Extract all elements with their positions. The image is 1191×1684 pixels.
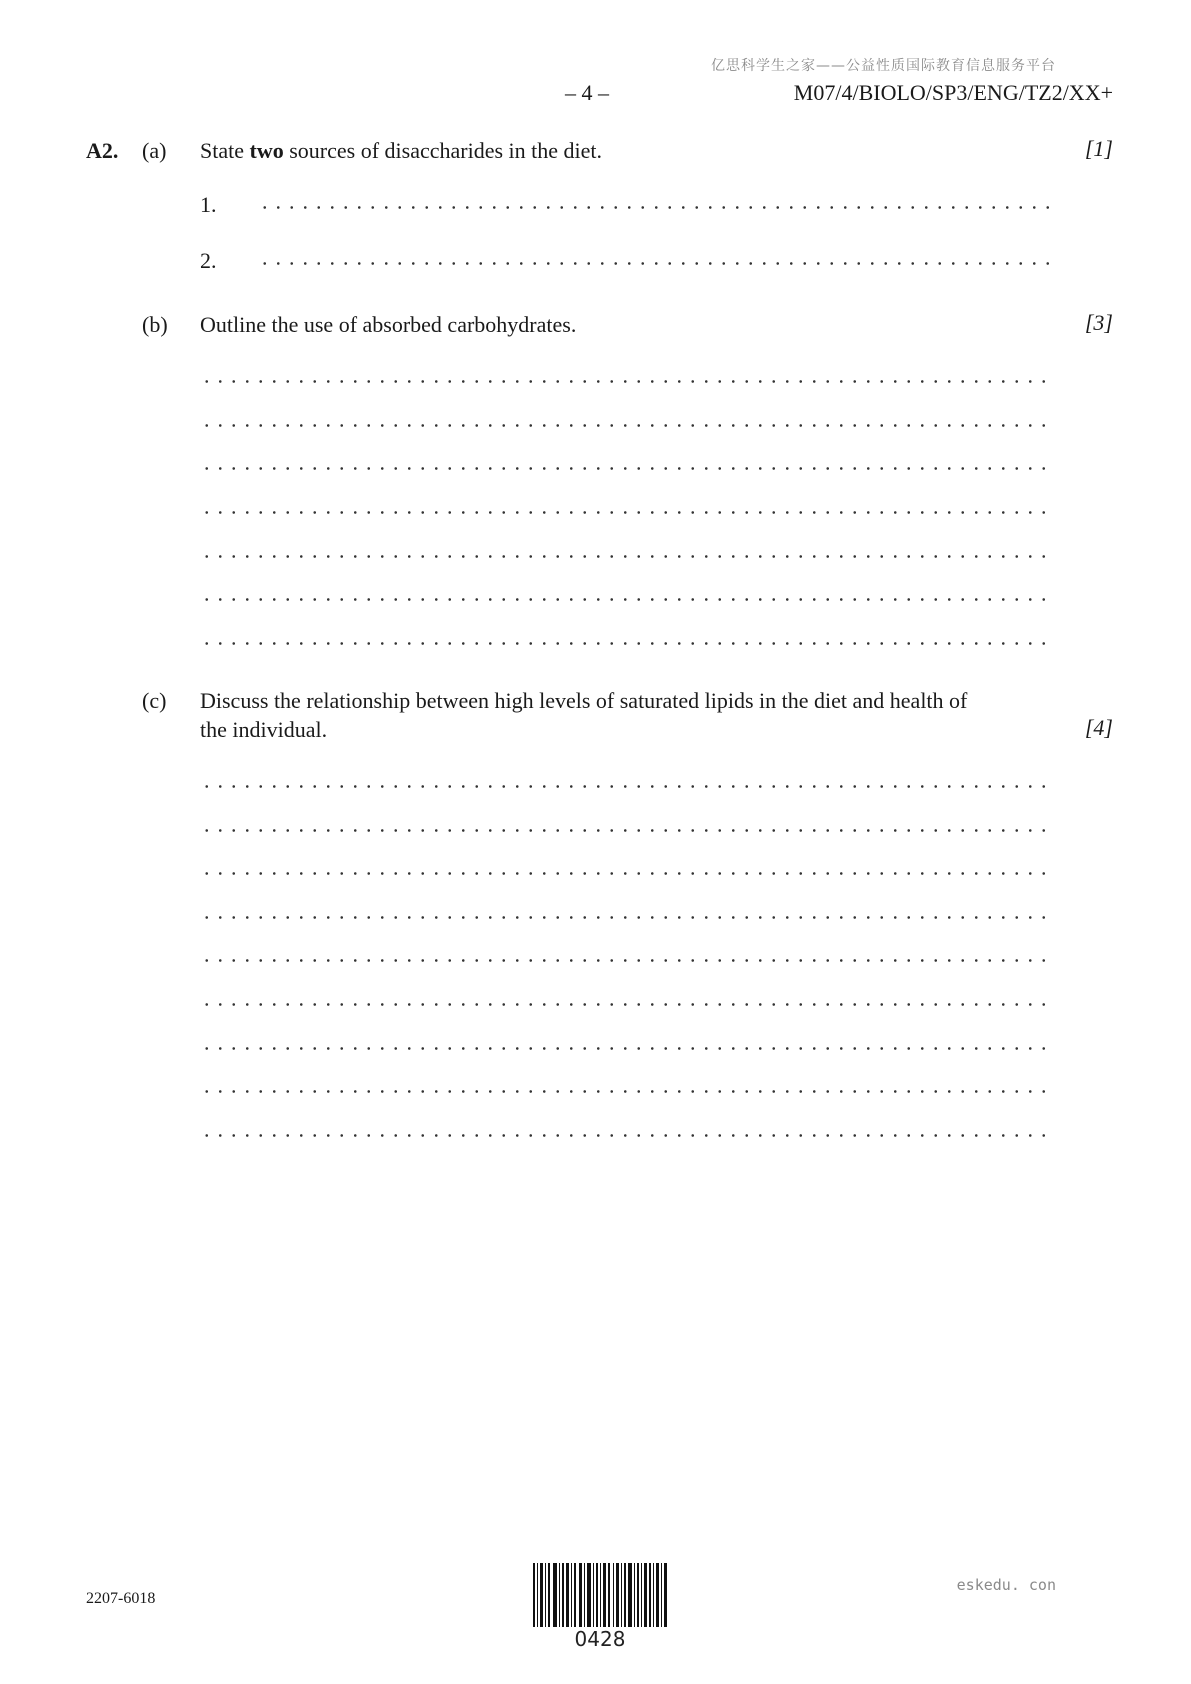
part-c-marks: [4] xyxy=(1084,715,1113,740)
answer-line[interactable] xyxy=(200,511,1056,514)
part-b-label: (b) xyxy=(142,312,168,337)
answer-line[interactable] xyxy=(258,206,1056,209)
answer-line[interactable] xyxy=(200,829,1056,832)
part-a-text-bold: two xyxy=(249,138,284,163)
barcode-number: 0428 xyxy=(574,1627,626,1651)
answer-line[interactable] xyxy=(200,555,1056,558)
page-number: – 4 – xyxy=(565,80,609,105)
answer-line[interactable] xyxy=(200,785,1056,788)
answer-line[interactable] xyxy=(258,262,1056,265)
watermark-text: 亿思科学生之家——公益性质国际教育信息服务平台 xyxy=(711,58,1056,74)
answer-line[interactable] xyxy=(200,1090,1056,1093)
part-a-text-after: sources of disaccharides in the diet. xyxy=(283,138,602,163)
part-a-line-1-number: 1. xyxy=(200,192,217,217)
answer-line[interactable] xyxy=(200,916,1056,919)
part-a-label: (a) xyxy=(142,138,167,163)
answer-line[interactable] xyxy=(200,598,1056,601)
part-a-prompt xyxy=(200,136,602,165)
part-c-prompt-line-2: the individual. xyxy=(200,717,328,742)
question-number: A2. xyxy=(86,138,119,163)
answer-line[interactable] xyxy=(200,1134,1056,1137)
answer-line[interactable] xyxy=(200,959,1056,962)
part-b-marks: [3] xyxy=(1084,310,1113,335)
answer-line[interactable] xyxy=(200,424,1056,427)
barcode-icon xyxy=(533,1563,667,1627)
paper-code: M07/4/BIOLO/SP3/ENG/TZ2/XX+ xyxy=(793,80,1113,105)
answer-line[interactable] xyxy=(200,1003,1056,1006)
answer-line[interactable] xyxy=(200,1047,1056,1050)
answer-line[interactable] xyxy=(200,380,1056,383)
part-a-text-before: State xyxy=(200,138,250,163)
footer-site: eskedu. con xyxy=(956,1576,1056,1594)
part-c-prompt-line-1: Discuss the relationship between high levels of saturated lipids in the diet and health of xyxy=(200,688,968,713)
part-c-label: (c) xyxy=(142,688,167,713)
footer-code: 2207-6018 xyxy=(86,1590,156,1607)
answer-line[interactable] xyxy=(200,872,1056,875)
answer-line[interactable] xyxy=(200,642,1056,645)
part-a-line-2-number: 2. xyxy=(200,248,217,273)
part-b-prompt: Outline the use of absorbed carbohydrates. xyxy=(200,312,577,337)
answer-line[interactable] xyxy=(200,467,1056,470)
part-a-marks: [1] xyxy=(1084,136,1113,161)
